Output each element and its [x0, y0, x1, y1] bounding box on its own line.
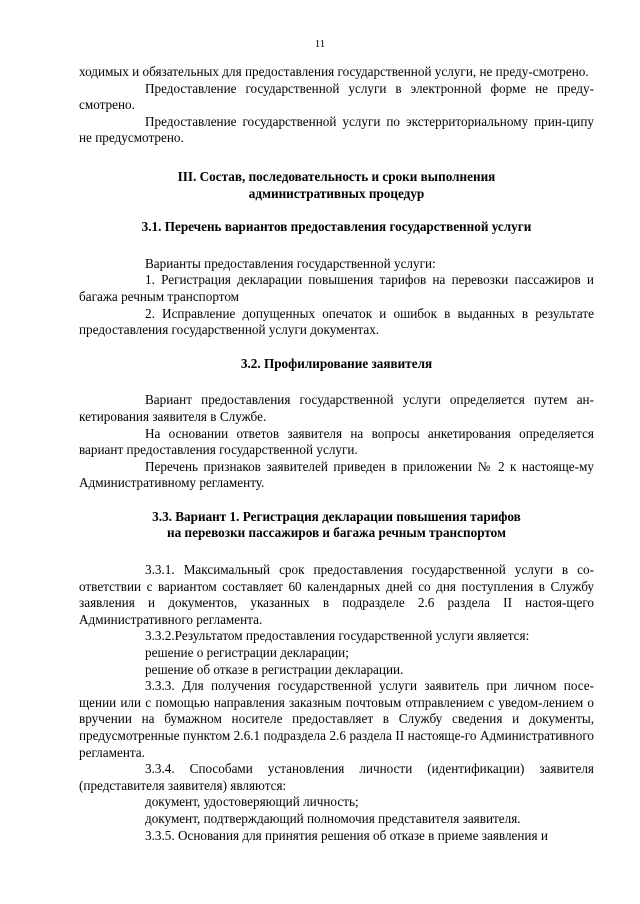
subsection-heading: 3.1. Перечень вариантов предоставления государственной услуги [141, 219, 532, 235]
paragraph: На основании ответов заявителя на вопросы анкетирования определяется вариант предоставления государственной услуги. [79, 425, 594, 458]
list-item: 1. Регистрация декларации повышения тарифов на перевозки пассажиров и багажа речным транспортом [79, 272, 594, 304]
list-item: решение о регистрации декларации; [145, 645, 349, 661]
list-item: документ, подтверждающий полномочия представителя заявителя. [145, 810, 521, 826]
list-item: 2. Исправление допущенных опечаток и ошибок в выданных в результате предоставления государственной услуги документах. [79, 305, 594, 338]
spacer [79, 372, 594, 392]
paragraph: Перечень признаков заявителей приведен в приложении № 2 к настояще-му Административному регламенту. [79, 458, 594, 491]
document-body [79, 64, 594, 844]
list-item: документ, удостоверяющий личность; [145, 794, 359, 810]
spacer [79, 236, 594, 256]
paragraph: 3.3.4. Способами установления личности (идентификации) заявителя (представителя заявителя) являются: [79, 761, 594, 793]
paragraph: Вариант предоставления государственной услуги определяется путем ан-кетирования заявителя в Службе. [79, 392, 594, 424]
paragraph: 3.3.3. Для получения государственной услуги заявитель при личном посе-щении или с помощью направления заказным почтовым отправлением с уведом-лением о вручении на бумажном носителе предоставляет в Службу сведения и документы, предусмотренные пунктом 2.6.1 подраздела 2.6 раздела II настояще-го Административного регламента. [79, 678, 594, 760]
spacer [79, 492, 594, 509]
section-heading: III. Состав, последовательность и сроки выполнения [177, 168, 496, 184]
subsection-heading: 3.3. Вариант 1. Регистрация декларации повышения тарифов [152, 508, 521, 524]
list-item: решение об отказе в регистрации декларации. [145, 661, 404, 677]
page-number: 11 [314, 38, 326, 50]
section-heading: административных процедур [248, 185, 425, 201]
spacer [79, 202, 594, 219]
subsection-heading: на перевозки пассажиров и багажа речным транспортом [167, 525, 506, 541]
paragraph: ходимых и обязательных для предоставления государственной услуги, не преду-смотрено. [79, 64, 589, 79]
subsection-heading: 3.2. Профилирование заявителя [240, 355, 433, 371]
paragraph: 3.3.2.Результатом предоставления государственной услуги является: [145, 628, 530, 644]
paragraph: Предоставление государственной услуги в электронной форме не преду-смотрено. [79, 80, 594, 113]
spacer [79, 542, 594, 562]
paragraph: 3.3.5. Основания для принятия решения об отказе в приеме заявления и [145, 827, 548, 843]
paragraph: Предоставление государственной услуги по экстерриториальному прин-ципу не предусмотрено. [79, 113, 594, 146]
spacer [79, 147, 594, 169]
spacer [79, 339, 594, 356]
paragraph: Варианты предоставления государственной услуги: [145, 255, 436, 271]
paragraph: 3.3.1. Максимальный срок предоставления государственной услуги в со-ответствии с вариантом составляет 60 календарных дней со дня поступления в Службу заявления и документов, указанных в подразделе 2.6 раздела II настоя-щего Административного регламента. [79, 562, 594, 627]
